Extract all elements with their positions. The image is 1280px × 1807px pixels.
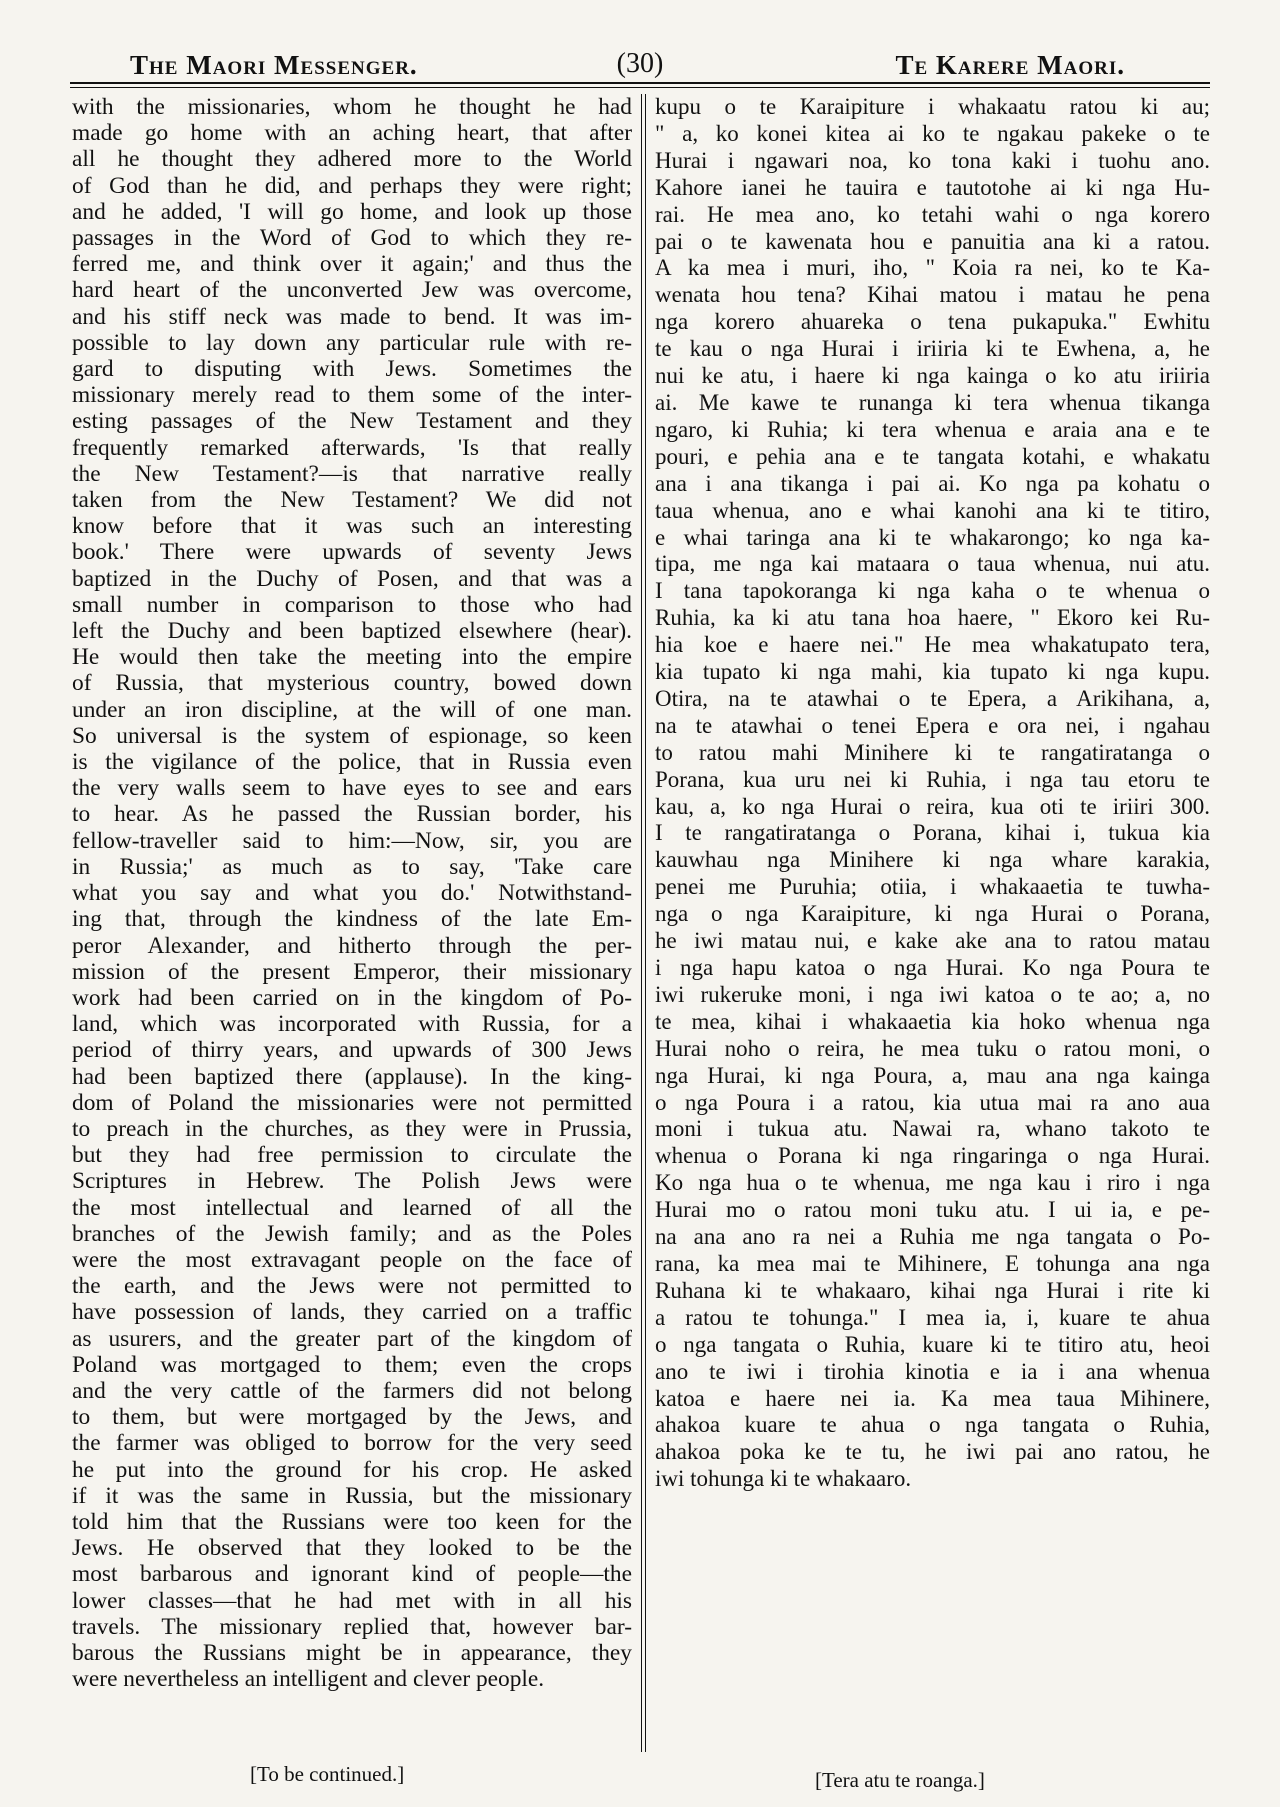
text-line: made go home with an aching heart, that after bbox=[72, 120, 632, 147]
text-line: A ka mea i muri, iho, " Koia ra nei, ko te Ka- bbox=[655, 255, 1210, 281]
text-line: small number in comparison to those who had bbox=[72, 591, 632, 618]
text-line: fellow-traveller said to him:—Now, sir, you are bbox=[72, 827, 632, 854]
text-line: esting passages of the New Testament and they bbox=[72, 408, 632, 435]
text-line: the very walls seem to have eyes to see and ears bbox=[72, 775, 632, 802]
text-line: rana, ka mea mai te Mihinere, E tohunga ana nga bbox=[655, 1250, 1210, 1276]
text-line: na ana ano ra nei a Ruhia me nga tangata o Po- bbox=[655, 1224, 1210, 1250]
text-line: ano te iwi i tirohia kinotia e ia i ana whenua bbox=[655, 1358, 1210, 1384]
text-line: most barbarous and ignorant kind of people—the bbox=[72, 1561, 632, 1588]
text-line: kupu o te Karaipiture i whakaatu ratou ki au; bbox=[655, 94, 1210, 119]
text-line: ahakoa poka ke te tu, he iwi pai ano ratou, he bbox=[655, 1439, 1210, 1465]
text-line: nui ke atu, i haere ki nga kainga o ko atu iriiria bbox=[655, 363, 1210, 389]
text-line: ahakoa kuare te ahua o nga tangata o Ruhia, bbox=[655, 1412, 1210, 1438]
text-line: work had been carried on in the kingdom of Po- bbox=[72, 984, 632, 1011]
text-line: with the missionaries, whom he thought he had bbox=[72, 94, 632, 120]
text-line: kia tupato ki nga mahi, kia tupato ki nga kupu. bbox=[655, 659, 1210, 685]
text-line: period of thirry years, and upwards of 300 Jews bbox=[72, 1037, 632, 1064]
text-line: if it was the same in Russia, but the missionary bbox=[72, 1482, 632, 1509]
text-line: ferred me, and think over it again;' and thus the bbox=[72, 251, 632, 278]
text-line: He would then take the meeting into the empire bbox=[72, 644, 632, 671]
text-line: ana i ana tikanga i pai ai. Ko nga pa kohatu o bbox=[655, 470, 1210, 496]
text-line: in Russia;' as much as to say, 'Take care bbox=[72, 853, 632, 880]
text-line: branches of the Jewish family; and as the Poles bbox=[72, 1220, 632, 1247]
text-line: Scriptures in Hebrew. The Polish Jews were bbox=[72, 1168, 632, 1195]
text-line: have possession of lands, they carried on a traffic bbox=[72, 1299, 632, 1326]
text-line: Porana, kua uru nei ki Ruhia, i nga tau etoru te bbox=[655, 766, 1210, 792]
text-line: had been baptized there (applause). In the king- bbox=[72, 1063, 632, 1090]
text-line: e whai taringa ana ki te whakarongo; ko nga ka- bbox=[655, 524, 1210, 550]
text-line: Kahore ianei he tauira e tautotohe ai ki nga Hu- bbox=[655, 174, 1210, 200]
text-line: travels. The missionary replied that, however bar- bbox=[72, 1613, 632, 1640]
text-line: hia koe e haere nei." He mea whakatupato tera, bbox=[655, 632, 1210, 658]
text-line: book.' There were upwards of seventy Jews bbox=[72, 539, 632, 566]
text-line: the farmer was obliged to borrow for the very seed bbox=[72, 1430, 632, 1457]
text-line: kauwhau nga Minihere ki nga whare karakia, bbox=[655, 847, 1210, 873]
text-line: missionary merely read to them some of the inter- bbox=[72, 382, 632, 409]
text-line: the earth, and the Jews were not permitted to bbox=[72, 1273, 632, 1300]
column-divider-inner bbox=[645, 94, 646, 1752]
text-line: taken from the New Testament? We did not bbox=[72, 487, 632, 514]
text-line: the New Testament?—is that narrative really bbox=[72, 460, 632, 487]
text-line: iwi tohunga ki te whakaaro. bbox=[655, 1466, 912, 1492]
text-line: pai o te kawenata hou e panuitia ana ki a ratou. bbox=[655, 228, 1210, 254]
text-line: frequently remarked afterwards, 'Is that really bbox=[72, 434, 632, 461]
text-line: ai. Me kawe te runanga ki tera whenua tikanga bbox=[655, 389, 1210, 415]
text-line: the most intellectual and learned of all the bbox=[72, 1194, 632, 1221]
text-line: and he added, 'I will go home, and look up those bbox=[72, 198, 632, 225]
text-line: under an iron discipline, at the will of one man. bbox=[72, 696, 632, 723]
text-line: a ratou te tohunga." I mea ia, i, kuare te ahua bbox=[655, 1304, 1210, 1330]
maori-column bbox=[655, 94, 1210, 1493]
text-line: Hurai mo o ratou moni tuku atu. I ui ia, e pe- bbox=[655, 1197, 1210, 1223]
text-line: iwi rukeruke moni, i nga iwi katoa o te ao; a, no bbox=[655, 981, 1210, 1007]
text-line: Ko nga hua o te whenua, me nga kau i riro i nga bbox=[655, 1170, 1210, 1196]
text-line: hard heart of the unconverted Jew was overcome, bbox=[72, 277, 632, 304]
text-line: rai. He mea ano, ko tetahi wahi o nga korero bbox=[655, 201, 1210, 227]
text-line: all he thought they adhered more to the World bbox=[72, 146, 632, 173]
text-line: of Russia, that mysterious country, bowed down bbox=[72, 670, 632, 697]
text-line: " a, ko konei kitea ai ko te ngakau pakeke o te bbox=[655, 120, 1210, 146]
text-line: I tana tapokoranga ki nga kaha o te whenua o bbox=[655, 578, 1210, 604]
maori-masthead: Te Karere Maori. bbox=[895, 50, 1125, 80]
text-line: Hurai noho o reira, he mea tuku o ratou moni, o bbox=[655, 1035, 1210, 1061]
text-line: mission of the present Emperor, their missionary bbox=[72, 958, 632, 985]
text-line: So universal is the system of espionage, so keen bbox=[72, 722, 632, 749]
text-line: to ratou mahi Minihere ki te rangatiratanga o bbox=[655, 739, 1210, 765]
text-line: o nga tangata o Ruhia, kuare ki te titiro atu, heoi bbox=[655, 1331, 1210, 1357]
text-line: what you say and what you do.' Notwithstand- bbox=[72, 880, 632, 907]
text-line: na te atawhai o tenei Epera e ora nei, i ngahau bbox=[655, 712, 1210, 738]
text-line: Otira, na te atawhai o te Epera, a Arikihana, a, bbox=[655, 685, 1210, 711]
text-line: te mea, kihai i whakaaetia kia hoko whenua nga bbox=[655, 1008, 1210, 1034]
text-line: nga o nga Karaipiture, ki nga Hurai o Porana, bbox=[655, 901, 1210, 927]
text-line: Hurai i ngawari noa, ko tona kaki i tuohu ano. bbox=[655, 147, 1210, 173]
text-line: taua whenua, ano e whai kanohi ana ki te titiro, bbox=[655, 497, 1210, 523]
text-line: baptized in the Duchy of Posen, and that was a bbox=[72, 565, 632, 592]
text-line: were the most extravagant people on the face of bbox=[72, 1246, 632, 1273]
text-line: kau, a, ko nga Hurai o reira, kua oti te iriiri 300. bbox=[655, 793, 1210, 819]
text-line: I te rangatiratanga o Porana, kihai i, tukua kia bbox=[655, 820, 1210, 846]
text-line: to preach in the churches, as they were in Prussia, bbox=[72, 1115, 632, 1142]
text-line: nga korero ahuareka o tena pukapuka." Ewhitu bbox=[655, 309, 1210, 335]
text-line: passages in the Word of God to which they re- bbox=[72, 225, 632, 252]
text-line: but they had free permission to circulate the bbox=[72, 1142, 632, 1169]
text-line: and his stiff neck was made to bend. It was im- bbox=[72, 303, 632, 330]
text-line: left the Duchy and been baptized elsewhere (hear). bbox=[72, 618, 632, 645]
text-line: Ruhia, ka ki atu tana hoa haere, " Ekoro kei Ru- bbox=[655, 605, 1210, 631]
text-line: nga Hurai, ki nga Poura, a, mau ana nga kainga bbox=[655, 1062, 1210, 1088]
header-rule bbox=[70, 82, 1210, 84]
column-divider bbox=[641, 94, 642, 1752]
text-line: barous the Russians might be in appearance, they bbox=[72, 1639, 632, 1666]
text-line: as usurers, and the greater part of the kingdom of bbox=[72, 1325, 632, 1352]
text-line: possible to lay down any particular rule with re- bbox=[72, 329, 632, 356]
text-line: gard to disputing with Jews. Sometimes the bbox=[72, 356, 632, 383]
text-line: know before that it was such an interesting bbox=[72, 513, 632, 540]
text-line: Jews. He observed that they looked to be the bbox=[72, 1535, 632, 1562]
text-line: penei me Puruhia; otiia, i whakaaetia te tuwha- bbox=[655, 874, 1210, 900]
page-header bbox=[70, 40, 1210, 80]
english-masthead: The Maori Messenger. bbox=[130, 50, 418, 80]
text-line: moni i tukua atu. Nawai ra, whano takoto te bbox=[655, 1116, 1210, 1142]
text-line: lower classes—that he had met with in all his bbox=[72, 1587, 632, 1614]
text-line: o nga Poura i a ratou, kia utua mai ra ano aua bbox=[655, 1089, 1210, 1115]
text-line: katoa e haere nei ia. Ka mea taua Mihinere, bbox=[655, 1385, 1210, 1411]
text-line: ngaro, ki Ruhia; ki tera whenua e araia ana e te bbox=[655, 416, 1210, 442]
text-line: ing that, through the kindness of the late Em- bbox=[72, 906, 632, 933]
text-line: dom of Poland the missionaries were not permitted bbox=[72, 1089, 632, 1116]
text-line: to them, but were mortgaged by the Jews, and bbox=[72, 1404, 632, 1431]
text-line: wenata hou tena? Kihai matou i matau he pena bbox=[655, 282, 1210, 308]
page-number: (30) bbox=[616, 48, 664, 79]
text-line: te kau o nga Hurai i iriiria ki te Ewhena, a, he bbox=[655, 336, 1210, 362]
text-line: to hear. As he passed the Russian border, his bbox=[72, 801, 632, 828]
text-line: told him that the Russians were too keen for the bbox=[72, 1508, 632, 1535]
text-line: i nga hapu katoa o nga Hurai. Ko nga Poura te bbox=[655, 955, 1210, 980]
english-column bbox=[72, 94, 632, 1692]
text-line: land, which was incorporated with Russia, for a bbox=[72, 1011, 632, 1038]
text-line: Poland was mortgaged to them; even the crops bbox=[72, 1351, 632, 1378]
text-line: he iwi matau nui, e kake ake ana to ratou matau bbox=[655, 928, 1210, 954]
text-line: and the very cattle of the farmers did not belong bbox=[72, 1377, 632, 1404]
text-line: is the vigilance of the police, that in Russia even bbox=[72, 749, 632, 776]
text-line: Ruhana ki te whakaaro, kihai nga Hurai i rite ki bbox=[655, 1277, 1210, 1303]
text-line: tipa, me nga kai mataara o taua whenua, nui atu. bbox=[655, 551, 1210, 577]
text-line: were nevertheless an intelligent and clever people. bbox=[72, 1666, 545, 1693]
text-line: peror Alexander, and hitherto through the per- bbox=[72, 932, 632, 959]
text-line: pouri, e pehia ana e te tangata kotahi, e whakatu bbox=[655, 443, 1210, 469]
text-line: whenua o Porana ki nga ringaringa o nga Hurai. bbox=[655, 1143, 1210, 1169]
header-rule-thin bbox=[70, 87, 1210, 88]
newspaper-page bbox=[70, 18, 1210, 1793]
maori-continued-note: [Tera atu te roanga.] bbox=[815, 1768, 985, 1792]
text-line: of God than he did, and perhaps they were right; bbox=[72, 172, 632, 199]
english-continued-note: [To be continued.] bbox=[250, 1762, 405, 1786]
text-line: he put into the ground for his crop. He asked bbox=[72, 1456, 632, 1483]
